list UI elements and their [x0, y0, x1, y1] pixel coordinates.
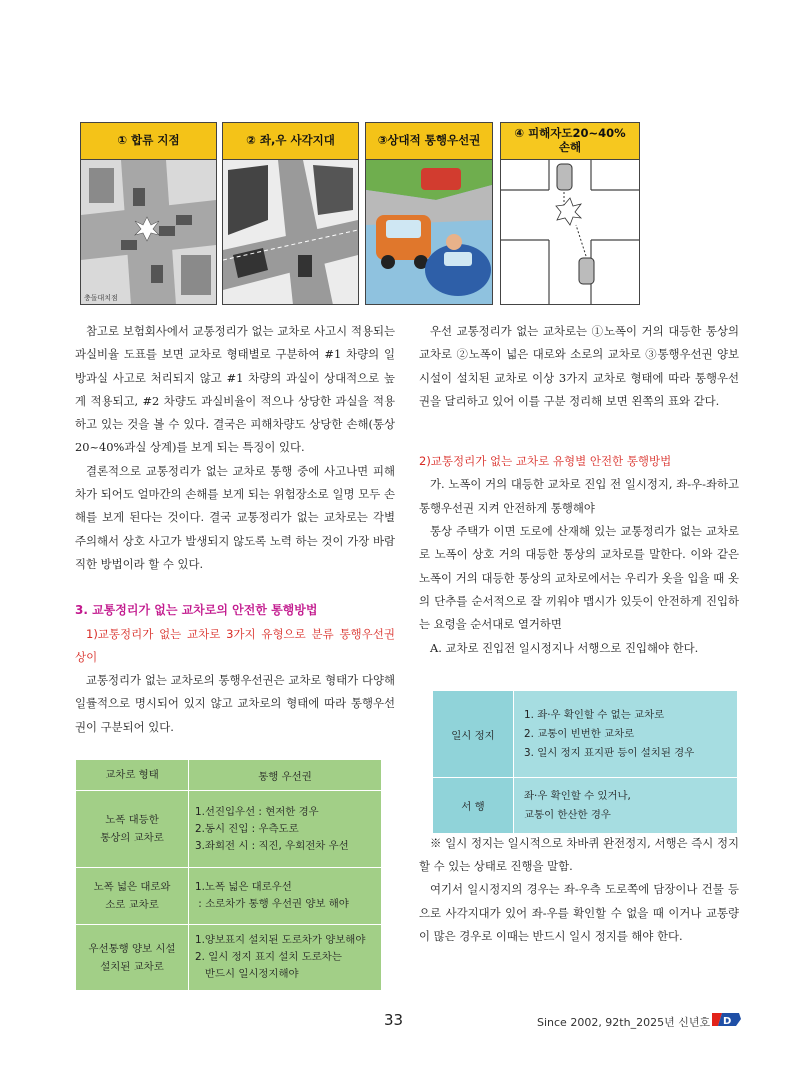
cell-line: 3. 일시 정지 표지판 등이 설치된 경우 — [524, 746, 695, 759]
paragraph: 결론적으로 교통정리가 없는 교차로 통행 중에 사고나면 피해차가 되어도 얼마간의 손해를 보게 되는 위험장소로 일명 모두 손해를 보게 된다는 것이다. 결국 교통정리가 없는 교차로는 각별 주의해서 상호 사고가 발생되지 않도록 노력 하는 것이 가장 바람직한 방법이라 할 수 있다. — [75, 463, 395, 571]
sub-title: 1)교통정리가 없는 교차로 3가지 유형으로 분류 통행우선권 상이 — [75, 626, 395, 664]
publisher-logo-icon — [712, 1011, 741, 1028]
table-cell — [76, 868, 189, 925]
blind-spot-illustration — [223, 160, 358, 304]
panel-blind-spot — [222, 122, 359, 305]
priority-table — [75, 759, 382, 991]
cell-line: 교통이 한산한 경우 — [524, 808, 611, 821]
paragraph: 통상 주택가 이면 도로에 산재해 있는 교통정리가 없는 교차로로 노폭이 상호 거의 대등한 통상의 교차로를 말한다. 이와 같은 노폭이 거의 대등한 통상의 교차로에서는 우리가 옷을 입을 때 옷의 단추를 순서적으로 잘 끼워야 맵시가 있듯이 안전하게 진입하는 요령을 순서대로 열거하면 — [419, 524, 739, 632]
cell-line: : 소로차가 통행 우선권 양보 해야 — [195, 898, 349, 910]
stop-slow-table — [432, 690, 738, 834]
issue-info: Since 2002, 92th_2025년 신년호 — [537, 1016, 711, 1029]
intersection-illustration — [81, 160, 216, 304]
paragraph: 우선 교통정리가 없는 교차로는 ①노폭이 거의 대등한 통상의 교차로 ②노폭이 넓은 대로와 소로의 교차로 ③통행우선권 양보시설이 설치된 교차로 이상 3가지 교차로 형태에 따라 통행우선권을 달리하고 있어 이를 구분 정리해 보면 왼쪽의 표와 같다. — [419, 324, 739, 408]
svg-text:D: D — [723, 1016, 732, 1027]
paragraph: 여기서 일시정지의 경우는 좌-우측 도로쪽에 담장이나 건물 등으로 사각지대가 있어 좌-우를 확인할 수 없을 때 이거나 교통량이 많은 경우로 이때는 반드시 일시 정지를 해야 한다. — [419, 882, 739, 944]
table-cell — [189, 868, 382, 925]
cell-line: 2.동시 진입 : 우측도로 — [195, 822, 299, 835]
paragraph: A. 교차로 진입전 일시정지나 서행으로 진입해야 한다. — [430, 640, 699, 655]
illustration-strip — [80, 122, 640, 305]
sub-title: 2)교통정리가 없는 교차로 유형별 안전한 통행방법 — [419, 454, 672, 469]
table-cell — [189, 791, 382, 868]
cell-line: 1.선진입우선 : 현저한 경우 — [195, 805, 319, 818]
table-cell: 서 행 — [433, 778, 514, 834]
paragraph: 참고로 보험회사에서 교통정리가 없는 교차로 사고시 적용되는 과실비율 도표를 보면 교차로 형태별로 구분하여 #1 차량의 일방과실 사고로 처리되지 않고 #1 차량의 과실이 상대적으로 높게 적용되고, #2 차량도 과실비율이 적으나 상당한 과실을 적용하고 있는 것을 볼 수 있다. 결국은 피해차량도 상당한 손해(통상 20~40%과실 상계)를 보게 되는 특징이 있다. — [75, 324, 395, 455]
cell-line: 반드시 일시정지해야 — [195, 968, 299, 980]
table-row — [76, 925, 382, 991]
table-cell — [76, 791, 189, 868]
cell-line: 통상의 교차로 — [100, 832, 164, 844]
table-cell — [514, 691, 738, 778]
right-column — [419, 320, 739, 948]
panel-relative-priority — [365, 122, 493, 305]
paragraph: ※ 일시 정지는 일시적으로 차바퀴 완전정지, 서행은 즉시 정지할 수 있는 상태로 진행을 말함. — [419, 835, 739, 874]
left-column — [75, 320, 395, 739]
cell-line: 노폭 넓은 대로와 — [93, 881, 171, 893]
section-title: 3. 교통정리가 없는 교차로의 안전한 통행방법 — [75, 603, 318, 618]
cell-line: 설치된 교차로 — [100, 960, 164, 973]
collision-diagram — [501, 160, 639, 304]
table-row — [76, 791, 382, 868]
cell-line: 우선통행 양보 시설 — [88, 942, 176, 955]
table-header: 통행 우선권 — [189, 760, 382, 791]
table-cell — [76, 925, 189, 991]
cell-line: 노폭 대등한 — [105, 814, 159, 826]
paragraph: 가. 노폭이 거의 대등한 교차로 진입 전 일시정지, 좌-우-좌하고 통행우선권 지켜 안전하게 통행해야 — [419, 477, 739, 515]
panel-caption-text: ④ 피해자도20~40% 손해 — [514, 126, 626, 154]
page-number: 33 — [384, 1011, 404, 1029]
cell-line: 2. 교통이 빈번한 교차로 — [524, 727, 635, 740]
cell-line: 좌·우 확인할 수 있거나, — [524, 789, 631, 802]
table-row — [433, 778, 738, 834]
panel-caption — [501, 123, 639, 160]
cartoon-cars-illustration — [366, 160, 492, 304]
cell-line: 3.좌회전 시 : 직진, 우회전차 우선 — [195, 839, 349, 852]
panel-caption: ② 좌,우 사각지대 — [223, 123, 358, 160]
table-header: 교차로 형태 — [76, 760, 189, 791]
panel-caption: ③상대적 통행우선권 — [366, 123, 492, 160]
cell-line: 소로 교차로 — [105, 899, 159, 911]
panel-label: 충돌대치점 — [84, 294, 118, 302]
table-row — [433, 691, 738, 778]
cell-line: 1.노폭 넓은 대로우선 — [195, 881, 292, 893]
table-cell — [514, 778, 738, 834]
panel-caption: ① 합류 지점 — [81, 123, 216, 160]
paragraph: 교통정리가 없는 교차로의 통행우선권은 교차로 형태가 다양해 일률적으로 명시되어 있지 않고 교차로의 형태에 따라 통행우선권이 구분되어 있다. — [75, 673, 395, 734]
table-header-row — [76, 760, 382, 791]
table-cell — [189, 925, 382, 991]
cell-line: 2. 일시 정지 표지 설치 도로차는 — [195, 951, 342, 963]
table-row — [76, 868, 382, 925]
table-cell: 일시 정지 — [433, 691, 514, 778]
panel-victim-loss — [500, 122, 640, 305]
cell-line: 1.양보표지 설치된 도로차가 양보해야 — [195, 934, 366, 946]
cell-line: 1. 좌·우 확인할 수 없는 교차로 — [524, 708, 665, 721]
panel-merge-point — [80, 122, 217, 305]
